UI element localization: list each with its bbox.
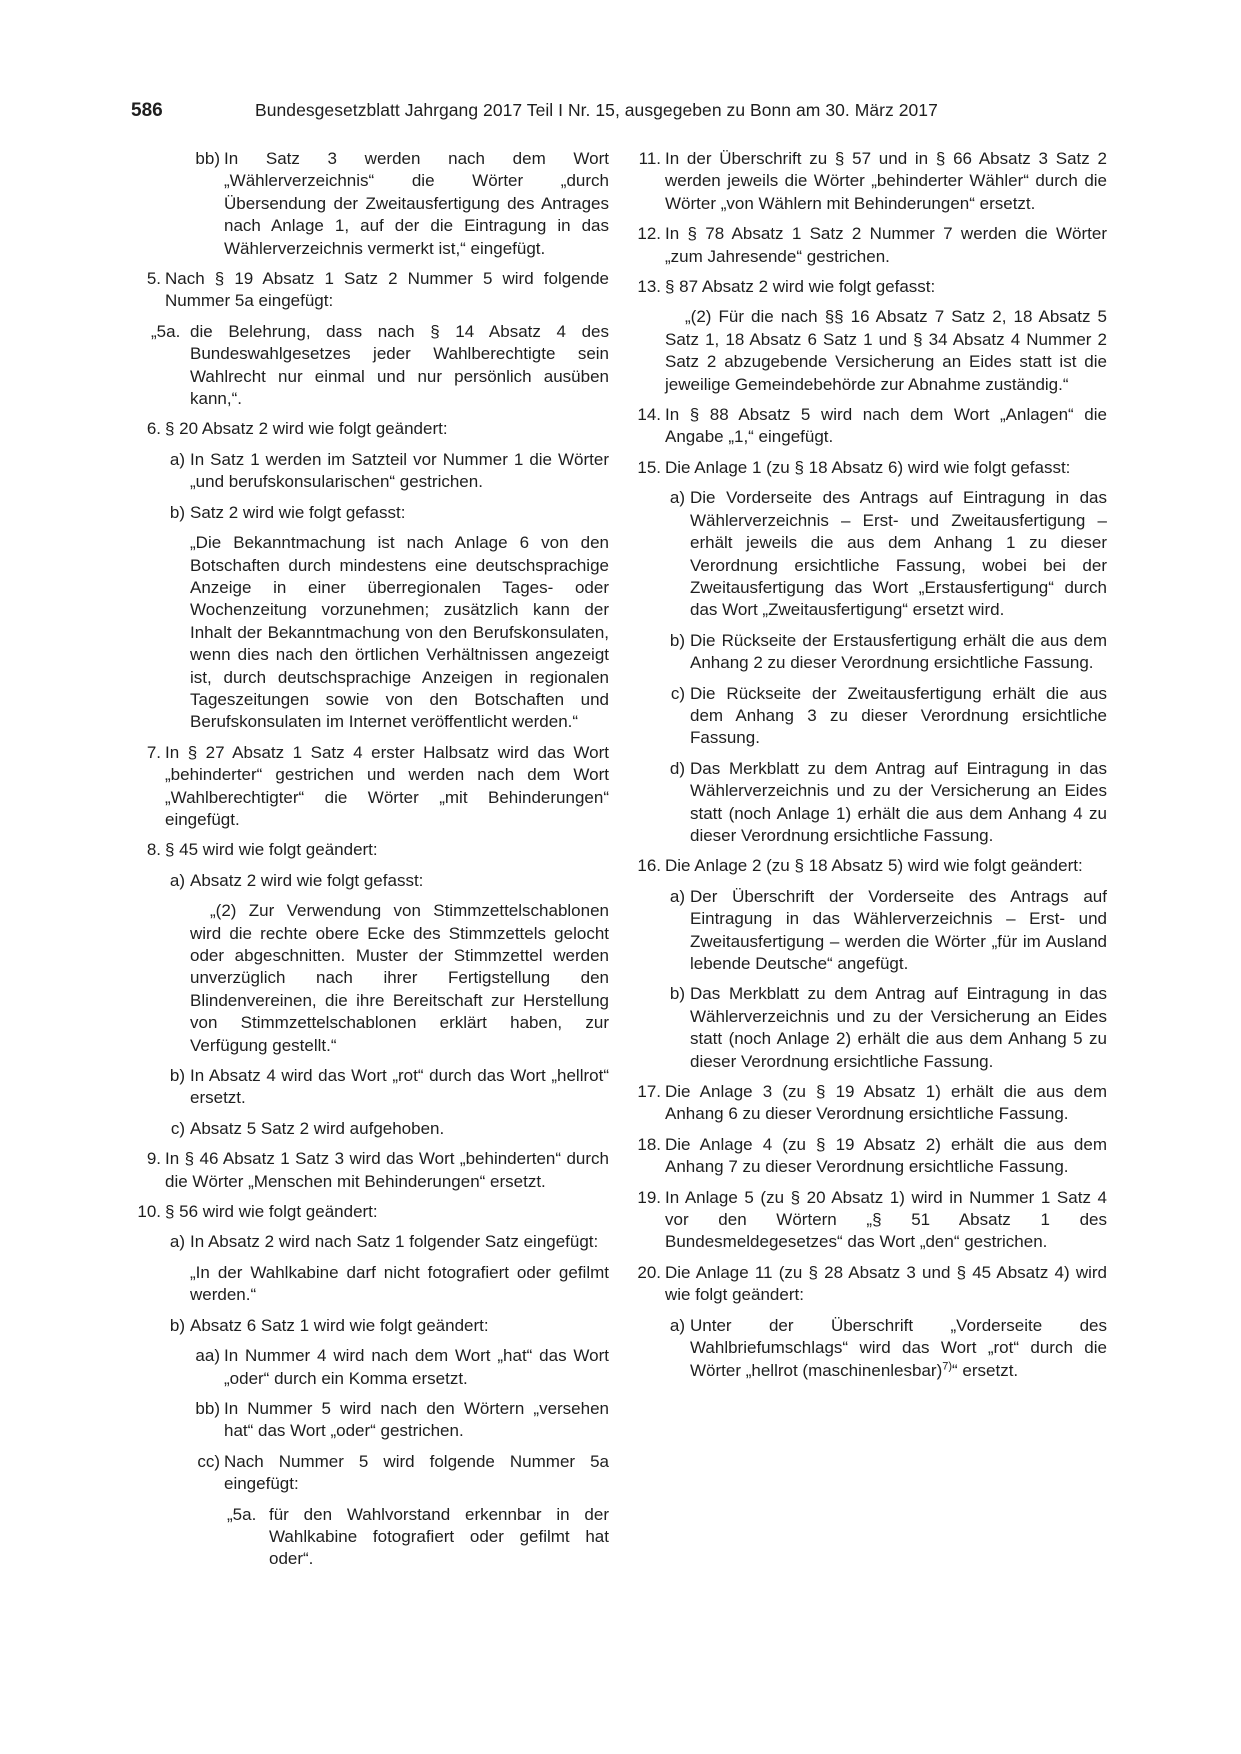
item-label: 7.	[146, 742, 161, 762]
item-text: Das Merkblatt zu dem Antrag auf Eintragung in das Wählerverzeichnis und zu der Versicherung an Eides statt (noch Anlage 1) erhält die aus dem Anhang 4 zu dieser Verordnung ersichtliche Fassung.	[690, 758, 1107, 845]
item-label: 13.	[637, 277, 661, 297]
list-item	[131, 449, 609, 494]
right-column	[631, 148, 1107, 1382]
quoted-text: „Die Bekanntmachung ist nach Anlage 6 von den Botschaften durch mindestens eine deutschsprachige Anzeige in einer überregionalen Tages- oder Wochenzeitung vorzunehmen; zusätzlich kann der Inhalt der Bekanntmachung von den Berufskonsulaten, wenn dies nach den örtlichen Verhältnissen angezeigt ist, durch deutschsprachige Anzeigen in regionalen Tageszeitungen sowie von den Botschaften und Berufskonsulaten im Internet veröffentlicht werden.“	[190, 533, 609, 732]
item-text: für den Wahlvorstand erkennbar in der Wahlkabine fotografiert oder gefilmt hat oder“.	[269, 1504, 609, 1569]
item-text: Die Rückseite der Zweitausfertigung erhält die aus dem Anhang 3 zu dieser Verordnung ersichtliche Fassung.	[690, 683, 1107, 748]
list-item	[631, 630, 1107, 675]
item-text: In Satz 1 werden im Satzteil vor Nummer 1 die Wörter „und berufskonsularischen“ gestrichen.	[190, 449, 609, 492]
item-label: a)	[169, 870, 185, 890]
item-text: In § 46 Absatz 1 Satz 3 wird das Wort „behinderten“ durch die Wörter „Menschen mit Behinderungen“ ersetzt.	[165, 1149, 609, 1191]
item-text-tail: “ ersetzt.	[952, 1360, 1019, 1380]
item-text: In § 88 Absatz 5 wird nach dem Wort „Anlagen“ die Angabe „1,“ eingefügt.	[665, 405, 1107, 447]
item-label: 12.	[637, 224, 661, 244]
list-item	[631, 148, 1107, 215]
list-item	[631, 683, 1107, 750]
list-item	[131, 742, 609, 832]
list-item	[131, 1231, 609, 1253]
list-item	[131, 1065, 609, 1110]
item-label: 14.	[637, 405, 661, 425]
item-text: Nach § 19 Absatz 1 Satz 2 Nummer 5 wird folgende Nummer 5a eingefügt:	[165, 269, 609, 311]
list-item	[631, 886, 1107, 976]
item-text: Der Überschrift der Vorderseite des Antrags auf Eintragung in das Wählerverzeichnis – Erst- und Zweitausfertigung – werden die Wörter „für im Ausland lebende Deutsche“ angefügt.	[690, 886, 1107, 973]
list-item	[631, 983, 1107, 1073]
item-text: In Absatz 2 wird nach Satz 1 folgender Satz eingefügt:	[190, 1232, 599, 1252]
item-label: d)	[669, 758, 685, 778]
item-label: b)	[169, 502, 185, 522]
item-label: b)	[669, 630, 685, 650]
running-head: Bundesgesetzblatt Jahrgang 2017 Teil I Nr. 15, ausgegeben zu Bonn am 30. März 2017	[255, 100, 938, 120]
item-label: b)	[669, 984, 685, 1004]
list-item	[131, 839, 609, 861]
list-item	[631, 1187, 1107, 1254]
item-text: In § 78 Absatz 1 Satz 2 Nummer 7 werden die Wörter „zum Jahresende“ gestrichen.	[665, 224, 1107, 266]
item-text: § 45 wird wie folgt geändert:	[165, 840, 378, 860]
item-text: Nach Nummer 5 wird folgende Nummer 5a eingefügt:	[224, 1451, 609, 1494]
item-label: 16.	[637, 856, 661, 876]
item-text: § 56 wird wie folgt geändert:	[165, 1202, 378, 1222]
item-label: 15.	[637, 457, 661, 477]
item-text: Die Anlage 11 (zu § 28 Absatz 3 und § 45 Absatz 4) wird wie folgt geändert:	[665, 1262, 1107, 1305]
item-text: Die Anlage 2 (zu § 18 Absatz 5) wird wie folgt geändert:	[665, 856, 1083, 876]
item-text: Das Merkblatt zu dem Antrag auf Eintragung in das Wählerverzeichnis und zu der Versicherung an Eides statt (noch Anlage 2) erhält die aus dem Anhang 5 zu dieser Verordnung ersichtliche Fassung.	[690, 984, 1107, 1071]
item-label: 10.	[137, 1202, 161, 1222]
list-item	[131, 1118, 609, 1140]
list-item	[631, 1315, 1107, 1382]
item-label: „5a.	[227, 1504, 257, 1524]
item-text: Die Vorderseite des Antrags auf Eintragung in das Wählerverzeichnis – Erst- und Zweitausfertigung – erhält jeweils die aus dem Anhang 1 zu dieser Verordnung ersichtliche Fassung, wobei bei der Zweitausfertigung das Wort „Erstausfertigung“ durch das Wort „Zweitausfertigung“ ersetzt wird.	[690, 488, 1107, 620]
list-item	[631, 276, 1107, 298]
list-item	[631, 487, 1107, 621]
item-label: a)	[169, 449, 185, 469]
quoted-item	[131, 321, 609, 411]
item-label: bb)	[195, 1398, 220, 1418]
item-label: 19.	[637, 1187, 661, 1207]
list-item	[131, 1315, 609, 1337]
item-label: c)	[670, 683, 685, 703]
item-text: In Nummer 5 wird nach den Wörtern „versehen hat“ das Wort „oder“ gestrichen.	[224, 1398, 609, 1441]
list-item	[131, 148, 609, 260]
item-label: bb)	[195, 149, 220, 168]
list-item	[131, 1148, 609, 1193]
item-label: 8.	[146, 840, 161, 860]
item-text: In Absatz 4 wird das Wort „rot“ durch das Wort „hellrot“ ersetzt.	[190, 1066, 609, 1108]
quoted-text: „(2) Für die nach §§ 16 Absatz 7 Satz 2, 18 Absatz 5 Satz 1, 18 Absatz 6 Satz 1 und § 34 Absatz 4 Nummer 2 Satz 2 abzugebende Versicherung an Eides statt ist die jeweilige Gemeindebehörde zur Abnahme zuständig.“	[665, 307, 1107, 394]
item-label: 5.	[146, 269, 161, 289]
list-item	[131, 502, 609, 524]
quoted-item	[131, 1504, 609, 1571]
item-label: a)	[669, 886, 685, 906]
list-item	[631, 855, 1107, 877]
list-item	[131, 268, 609, 313]
list-item	[131, 870, 609, 892]
item-text: Die Anlage 3 (zu § 19 Absatz 1) erhält die aus dem Anhang 6 zu dieser Verordnung ersichtliche Fassung.	[665, 1082, 1107, 1124]
item-text: Absatz 5 Satz 2 wird aufgehoben.	[190, 1118, 445, 1138]
item-label: b)	[169, 1066, 185, 1086]
item-text: Absatz 2 wird wie folgt gefasst:	[190, 870, 424, 890]
item-label: a)	[669, 488, 685, 508]
item-label: 17.	[637, 1082, 661, 1102]
item-text: In § 27 Absatz 1 Satz 4 erster Halbsatz wird das Wort „behinderter“ gestrichen und werden nach dem Wort „Wahlberechtigter“ die Wörter „mit Behinderungen“ eingefügt.	[165, 742, 609, 829]
list-item	[631, 404, 1107, 449]
item-text: Absatz 6 Satz 1 wird wie folgt geändert:	[190, 1315, 489, 1335]
list-item	[631, 457, 1107, 479]
item-text: Unter der Überschrift „Vorderseite des Wahlbriefumschlags“ wird das Wort „rot“ durch die Wörter „hellrot (maschinenlesbar)	[690, 1315, 1107, 1380]
list-item	[631, 223, 1107, 268]
list-item	[131, 1398, 609, 1443]
item-label: b)	[169, 1315, 185, 1335]
quoted-text: „(2) Zur Verwendung von Stimmzettelschablonen wird die rechte obere Ecke des Stimmzettels gelocht oder abgeschnitten. Muster der Stimmzettel werden unverzüglich nach ihrer Fertigstellung den Blindenvereinen, die ihre Bereitschaft zur Herstellung von Stimmzettelschablonen erklärt haben, zur Verfügung gestellt.“	[190, 901, 609, 1055]
item-text: In Nummer 4 wird nach dem Wort „hat“ das Wort „oder“ durch ein Komma ersetzt.	[224, 1346, 609, 1388]
item-text: Die Rückseite der Erstausfertigung erhält die aus dem Anhang 2 zu dieser Verordnung ersichtliche Fassung.	[690, 630, 1107, 673]
item-text: In der Überschrift zu § 57 und in § 66 Absatz 3 Satz 2 werden jeweils die Wörter „behinderter Wähler“ durch die Wörter „von Wählern mit Behinderungen“ ersetzt.	[665, 149, 1107, 213]
item-text: Die Anlage 4 (zu § 19 Absatz 2) erhält die aus dem Anhang 7 zu dieser Verordnung ersichtliche Fassung.	[665, 1134, 1107, 1177]
list-item	[131, 1201, 609, 1223]
list-item	[631, 1081, 1107, 1126]
footnote-marker: 7)	[942, 1359, 953, 1372]
list-item	[631, 1134, 1107, 1179]
left-column	[131, 148, 609, 1571]
item-label: cc)	[197, 1451, 220, 1471]
item-label: „5a.	[151, 321, 181, 341]
item-label: 20.	[637, 1262, 661, 1282]
item-text: § 20 Absatz 2 wird wie folgt geändert:	[165, 419, 448, 439]
list-item	[131, 1345, 609, 1390]
item-text: Die Anlage 1 (zu § 18 Absatz 6) wird wie folgt gefasst:	[665, 457, 1071, 477]
list-item	[131, 418, 609, 440]
page-number: 586	[131, 100, 163, 121]
item-text: Satz 2 wird wie folgt gefasst:	[190, 502, 406, 522]
item-text: die Belehrung, dass nach § 14 Absatz 4 des Bundeswahlgesetzes jeder Wahlberechtigte sein Wahlrecht nur einmal und nur persönlich ausüben kann,“.	[190, 321, 609, 409]
page-header	[131, 100, 991, 130]
item-label: 18.	[637, 1134, 661, 1154]
item-label: c)	[170, 1118, 185, 1138]
item-label: a)	[169, 1232, 185, 1252]
item-label: 6.	[146, 419, 161, 439]
item-label: 11.	[638, 149, 661, 168]
item-label: a)	[669, 1315, 685, 1335]
list-item	[631, 758, 1107, 848]
list-item	[131, 1451, 609, 1496]
item-text: In Satz 3 werden nach dem Wort „Wählerverzeichnis“ die Wörter „durch Übersendung der Zweitausfertigung des Antrages nach Anlage 1, auf der die Eintragung in das Wählerverzeichnis vermerkt ist,“ eingefügt.	[224, 149, 609, 258]
quoted-text: „In der Wahlkabine darf nicht fotografiert oder gefilmt werden.“	[190, 1262, 609, 1305]
item-label: 9.	[146, 1149, 161, 1169]
item-label: aa)	[195, 1346, 220, 1366]
item-text: In Anlage 5 (zu § 20 Absatz 1) wird in Nummer 1 Satz 4 vor den Wörtern „§ 51 Absatz 1 des Bundesmeldegesetzes“ das Wort „den“ gestrichen.	[665, 1187, 1107, 1252]
item-text: § 87 Absatz 2 wird wie folgt gefasst:	[665, 277, 936, 297]
list-item	[631, 1262, 1107, 1307]
